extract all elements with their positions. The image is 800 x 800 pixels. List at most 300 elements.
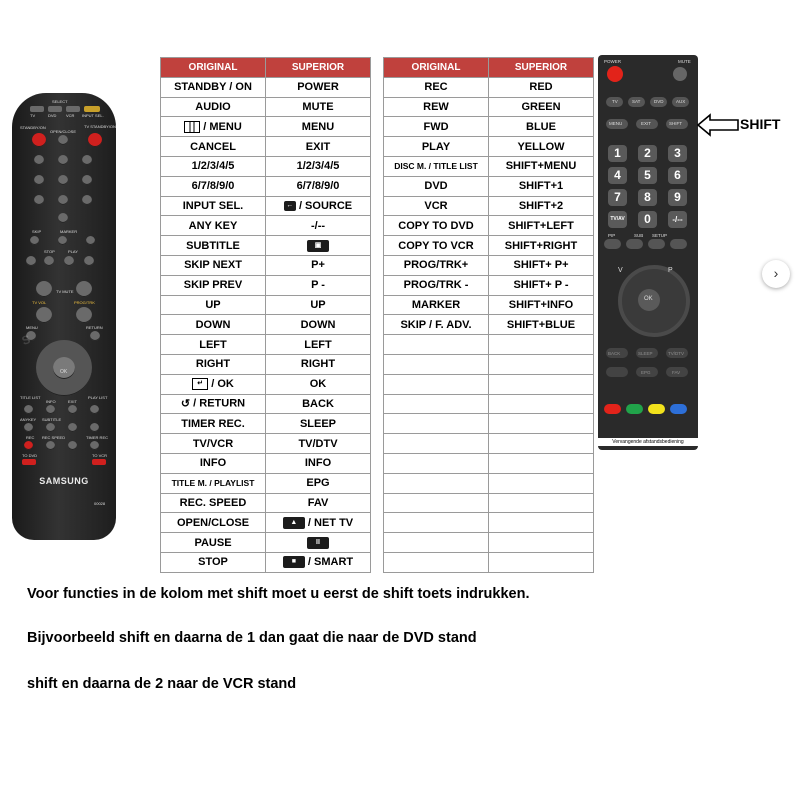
cell-original: SKIP NEXT (161, 255, 266, 275)
cell-original: SKIP / F. ADV. (384, 315, 489, 335)
cell-superior-text: / NET TV (307, 516, 354, 529)
vol-down-button (36, 307, 52, 323)
table-row (161, 117, 371, 137)
setup-button (648, 239, 665, 249)
info-label: INFO (46, 399, 56, 404)
cell-original-text: / RETURN (193, 397, 246, 410)
eject-icon: ▲ (283, 517, 305, 529)
cell-superior: MENU (266, 117, 371, 137)
marker-label: MARKER (60, 229, 78, 234)
open-close-label: OPEN/CLOSE (50, 129, 77, 134)
epg-button (636, 367, 658, 377)
number-key: 3 (668, 145, 687, 162)
menu-label: MENU (26, 325, 38, 330)
skip-button (30, 236, 39, 245)
cell-original-text: / MENU (203, 120, 242, 133)
tvdtv-button (666, 348, 688, 358)
table-row (161, 156, 371, 176)
cell-superior: EPG (266, 473, 371, 493)
table-row (384, 236, 594, 256)
pip-button (604, 239, 621, 249)
cell-original: DISC M. / TITLE LIST (384, 156, 489, 176)
rec-label: REC (26, 435, 35, 440)
cell-original: ANY KEY (161, 216, 266, 236)
table-row (384, 275, 594, 295)
superior-remote-image (598, 55, 698, 450)
table-row (161, 196, 371, 216)
sat-label: SAT (632, 99, 641, 104)
table-row (384, 394, 594, 414)
number-key: 5 (638, 167, 657, 184)
rew-button (26, 256, 36, 266)
cell-superior: MUTE (266, 97, 371, 117)
cell-original (161, 374, 266, 394)
standby-label: STANDBY/ON (20, 125, 46, 130)
ok-button (53, 357, 75, 379)
number-key: 4 (608, 167, 627, 184)
cell-original: VCR (384, 196, 489, 216)
to-vcr-button (92, 459, 106, 465)
table-row (384, 335, 594, 355)
to-vcr-label: TO VCR (92, 453, 108, 458)
cell-superior: 6/7/8/9/0 (266, 176, 371, 196)
vcr-label: VCR (66, 113, 75, 118)
table-row (161, 137, 371, 157)
number-key: 0 (638, 211, 657, 228)
table-row (384, 434, 594, 454)
cell-superior: SHIFT+BLUE (489, 315, 594, 335)
cell-superior: SHIFT+INFO (489, 295, 594, 315)
ok-label: OK (60, 369, 68, 375)
tv-mute-label: TV MUTE (56, 289, 74, 294)
cell-original: OPEN/CLOSE (161, 513, 266, 533)
cell-original: LEFT (161, 335, 266, 355)
header-superior: SUPERIOR (266, 58, 371, 78)
cell-superior (489, 493, 594, 513)
header-superior: SUPERIOR (489, 58, 594, 78)
table-row (384, 533, 594, 553)
table-row (161, 255, 371, 275)
cell-superior: LEFT (266, 335, 371, 355)
table-row (161, 394, 371, 414)
cell-original (384, 552, 489, 572)
num-button (34, 175, 44, 185)
cell-superior: SHIFT+LEFT (489, 216, 594, 236)
cell-superior (489, 533, 594, 553)
cell-superior: FAV (266, 493, 371, 513)
exit-label: EXIT (68, 399, 77, 404)
audio-button (68, 423, 77, 432)
stop-icon: ■ (283, 556, 305, 568)
cell-original: COPY TO VCR (384, 236, 489, 256)
anykey-label: ANYKEY (20, 417, 37, 422)
cell-original: REC (384, 77, 489, 97)
cell-original: PAUSE (161, 533, 266, 553)
cell-original-text: / OK (211, 378, 234, 391)
table-row (161, 513, 371, 533)
vcr-button (66, 106, 80, 112)
cell-superior: SHIFT+ P+ (489, 255, 594, 275)
cell-superior: BLUE (489, 117, 594, 137)
table-row (384, 414, 594, 434)
cell-superior (266, 236, 371, 256)
prog-down-button (76, 307, 92, 323)
title-list-label: TITLE LIST (20, 395, 41, 400)
cell-original (384, 533, 489, 553)
cell-original (161, 117, 266, 137)
cell-superior: SHIFT+RIGHT (489, 236, 594, 256)
fwd-button (84, 256, 94, 266)
cell-superior-text: / SOURCE (298, 199, 353, 212)
table-row (384, 295, 594, 315)
cell-superior: -/-- (266, 216, 371, 236)
cell-original: REW (384, 97, 489, 117)
num-button (58, 195, 68, 205)
cell-original: CANCEL (161, 137, 266, 157)
return-label: RETURN (86, 325, 103, 330)
cell-superior (489, 453, 594, 473)
table-header-row (384, 58, 594, 78)
info-button (46, 405, 55, 414)
table-row (384, 354, 594, 374)
cell-superior: SHIFT+1 (489, 176, 594, 196)
timer-rec-button (90, 441, 99, 450)
play-list-label: PLAY LIST (88, 395, 108, 400)
tvvcr-button (90, 423, 99, 432)
mute-icon (673, 67, 687, 81)
number-key: 2 (638, 145, 657, 162)
num-button (82, 195, 92, 205)
shift-key-label: SHIFT (669, 121, 682, 126)
number-key: 6 (668, 167, 687, 184)
table-row (161, 216, 371, 236)
sleep-button (636, 348, 658, 358)
play-list-button (90, 405, 99, 414)
cell-superior: P - (266, 275, 371, 295)
prog-trk-label: PROG/TRK (74, 300, 95, 305)
info-button (606, 367, 628, 377)
power-icon (607, 66, 623, 82)
menu-label: MENU (609, 121, 623, 126)
cell-original (384, 434, 489, 454)
num-button (34, 195, 44, 205)
table-header-row (161, 58, 371, 78)
tv-label: TV (30, 113, 36, 118)
cell-original: DOWN (161, 315, 266, 335)
cell-original (384, 335, 489, 355)
cell-superior: SHIFT+ P - (489, 275, 594, 295)
table-row (161, 473, 371, 493)
power-label: POWER (604, 59, 622, 64)
aux-label: AUX (676, 99, 686, 104)
header-original: ORIGINAL (384, 58, 489, 78)
chevron-right-icon: › (773, 265, 779, 281)
num-button (58, 155, 68, 165)
tv-power-button (88, 133, 102, 147)
table-row (384, 453, 594, 473)
cell-superior (489, 552, 594, 572)
input-sel-label: INPUT SEL. (82, 113, 104, 118)
vol-up-button (36, 281, 52, 297)
prog-label: P (668, 267, 673, 274)
fav-button (666, 367, 688, 377)
cell-original: INPUT SEL. (161, 196, 266, 216)
header-original: ORIGINAL (161, 58, 266, 78)
return-button (90, 331, 100, 341)
tvav-key: TV/AV (608, 211, 627, 228)
dvd-label: DVD (654, 99, 664, 104)
cell-superior: P+ (266, 255, 371, 275)
cell-superior (266, 533, 371, 553)
marker-button (58, 236, 67, 245)
cell-superior: INFO (266, 453, 371, 473)
ok-label: OK (644, 296, 653, 302)
note-example-dvd: Bijvoorbeeld shift en daarna de 1 dan gaat die naar de DVD stand (27, 630, 477, 646)
tv-label: TV (612, 99, 618, 104)
table-row (384, 77, 594, 97)
tv-standby-label: TV STANDBY/ON (84, 124, 116, 129)
cell-original: FWD (384, 117, 489, 137)
cell-original (384, 394, 489, 414)
anykey-button (24, 423, 33, 432)
cell-original: DVD (384, 176, 489, 196)
cell-superior (489, 394, 594, 414)
cell-original: UP (161, 295, 266, 315)
original-remote-image (12, 93, 116, 540)
pause-icon: II (307, 537, 329, 549)
tv-vol-label: TV VOL (32, 300, 47, 305)
table-row (384, 493, 594, 513)
sub-button (626, 239, 643, 249)
cell-original (384, 513, 489, 533)
return-arrow-icon: ↺ (180, 398, 191, 411)
rec-button (24, 441, 33, 450)
table-row (384, 315, 594, 335)
setup-label: SETUP (652, 233, 668, 238)
to-dvd-button (22, 459, 36, 465)
table-row (161, 552, 371, 572)
rec-speed-button (46, 441, 55, 450)
table-row (384, 374, 594, 394)
num-button (58, 175, 68, 185)
table-row (161, 354, 371, 374)
table-row (384, 513, 594, 533)
cell-superior-text: / SMART (307, 556, 354, 569)
cell-superior (266, 196, 371, 216)
cell-original: INFO (161, 453, 266, 473)
eject-button (58, 135, 68, 145)
cancel-button (86, 236, 95, 245)
color-button-blue (670, 404, 687, 414)
timer-rec-label: TIMER REC (86, 435, 108, 440)
table-row (384, 156, 594, 176)
cell-superior: RIGHT (266, 354, 371, 374)
select-label: SELECT (52, 99, 68, 104)
table-row (384, 137, 594, 157)
cell-superior: SHIFT+2 (489, 196, 594, 216)
number-key: 9 (668, 189, 687, 206)
cell-original (384, 374, 489, 394)
num-button (58, 213, 68, 223)
cell-superior (489, 335, 594, 355)
cell-superior (489, 354, 594, 374)
dash-key: -/-- (668, 211, 687, 228)
play-label: PLAY (68, 249, 78, 254)
note-shift-instruction: Voor functies in de kolom met shift moet u eerst de shift toets indrukken. (27, 586, 530, 602)
cell-original (384, 473, 489, 493)
replacement-caption: Vervangende afstandsbediening (598, 438, 698, 446)
table-row (161, 533, 371, 553)
cell-original: REC. SPEED (161, 493, 266, 513)
cell-superior: 1/2/3/4/5 (266, 156, 371, 176)
cell-original: 1/2/3/4/5 (161, 156, 266, 176)
cell-original (384, 354, 489, 374)
color-button-red (604, 404, 621, 414)
table-row (384, 97, 594, 117)
cell-superior: DOWN (266, 315, 371, 335)
num-button (34, 155, 44, 165)
cell-superior: RED (489, 77, 594, 97)
cell-original: RIGHT (161, 354, 266, 374)
subtitle-button (46, 423, 55, 432)
table-row (161, 295, 371, 315)
to-dvd-label: TO DVD (22, 453, 38, 458)
table-row (161, 434, 371, 454)
prog-up-button (76, 281, 92, 297)
cell-superior (266, 552, 371, 572)
menu-grid-icon (184, 121, 200, 133)
mapping-table-right (383, 57, 594, 573)
tv-button (30, 106, 44, 112)
exit-button (68, 405, 77, 414)
enter-icon: ↵ (192, 378, 208, 390)
shift-callout: SHIFT (740, 116, 781, 132)
note-example-vcr: shift en daarna de 2 naar de VCR stand (27, 676, 297, 692)
cell-original (384, 493, 489, 513)
table-row (384, 255, 594, 275)
stop-button (44, 256, 54, 266)
cell-original: MARKER (384, 295, 489, 315)
table-row (384, 196, 594, 216)
cell-original: STANDBY / ON (161, 77, 266, 97)
num-button (82, 175, 92, 185)
cell-original: PROG/TRK - (384, 275, 489, 295)
number-key: 1 (608, 145, 627, 162)
table-row (161, 236, 371, 256)
watermark-logo: S (19, 332, 33, 348)
cell-original: SUBTITLE (161, 236, 266, 256)
cell-superior: TV/DTV (266, 434, 371, 454)
table-row (384, 473, 594, 493)
table-row (161, 493, 371, 513)
cell-superior: EXIT (266, 137, 371, 157)
cell-superior: OK (266, 374, 371, 394)
mute-label: MUTE (678, 59, 691, 64)
cell-superior: GREEN (489, 97, 594, 117)
input-sel-button (84, 106, 100, 112)
cell-original: PLAY (384, 137, 489, 157)
cell-original (384, 453, 489, 473)
table-row (161, 315, 371, 335)
cell-original: STOP (161, 552, 266, 572)
cell-original: 6/7/8/9/0 (161, 176, 266, 196)
copy-button (68, 441, 77, 450)
play-button (64, 256, 74, 266)
table-row (161, 453, 371, 473)
cell-superior: YELLOW (489, 137, 594, 157)
power-button (32, 133, 46, 147)
table-row (161, 374, 371, 394)
vol-label: V (618, 267, 623, 274)
color-button-green (626, 404, 643, 414)
dvd-button (48, 106, 62, 112)
cell-original: COPY TO DVD (384, 216, 489, 236)
netflix-button (670, 239, 687, 249)
source-icon: ← (284, 201, 296, 211)
cell-original: PROG/TRK+ (384, 255, 489, 275)
cell-superior: POWER (266, 77, 371, 97)
sub-label: SUB (634, 233, 644, 238)
number-key: 8 (638, 189, 657, 206)
cell-superior (489, 414, 594, 434)
table-row (161, 97, 371, 117)
cell-original (161, 394, 266, 414)
cell-original: TITLE M. / PLAYLIST (161, 473, 266, 493)
cell-original: SKIP PREV (161, 275, 266, 295)
cell-superior: BACK (266, 394, 371, 414)
table-row (161, 176, 371, 196)
cell-original: AUDIO (161, 97, 266, 117)
num-button (82, 155, 92, 165)
cell-superior: UP (266, 295, 371, 315)
dvd-label: DVD (48, 113, 57, 118)
title-list-button (24, 405, 33, 414)
table-row (161, 335, 371, 355)
color-button-yellow (648, 404, 665, 414)
samsung-logo: SAMSUNG (39, 476, 89, 486)
table-row (384, 176, 594, 196)
cell-original (384, 414, 489, 434)
cell-original: TIMER REC. (161, 414, 266, 434)
model-label: 00028 (94, 501, 106, 506)
cell-superior: SLEEP (266, 414, 371, 434)
exit-label: EXIT (641, 121, 652, 126)
stop-label: STOP (44, 249, 55, 254)
rec-speed-label: REC SPEED (42, 435, 66, 440)
cell-superior (489, 374, 594, 394)
cell-superior (489, 513, 594, 533)
cell-superior (266, 513, 371, 533)
table-row (384, 552, 594, 572)
subtitle-icon: ▣ (307, 240, 329, 252)
subtitle-label: SUBTITLE (42, 417, 62, 422)
table-row (384, 216, 594, 236)
cell-superior: SHIFT+MENU (489, 156, 594, 176)
table-row (384, 117, 594, 137)
next-arrow-button[interactable] (762, 260, 790, 288)
table-row (161, 77, 371, 97)
arrow-left-icon (696, 113, 740, 137)
skip-label: SKIP (32, 229, 42, 234)
cell-superior (489, 434, 594, 454)
pip-label: PIP (608, 233, 616, 238)
table-row (161, 414, 371, 434)
number-key: 7 (608, 189, 627, 206)
cell-superior (489, 473, 594, 493)
cell-original: TV/VCR (161, 434, 266, 454)
mapping-table-left (160, 57, 371, 573)
table-row (161, 275, 371, 295)
